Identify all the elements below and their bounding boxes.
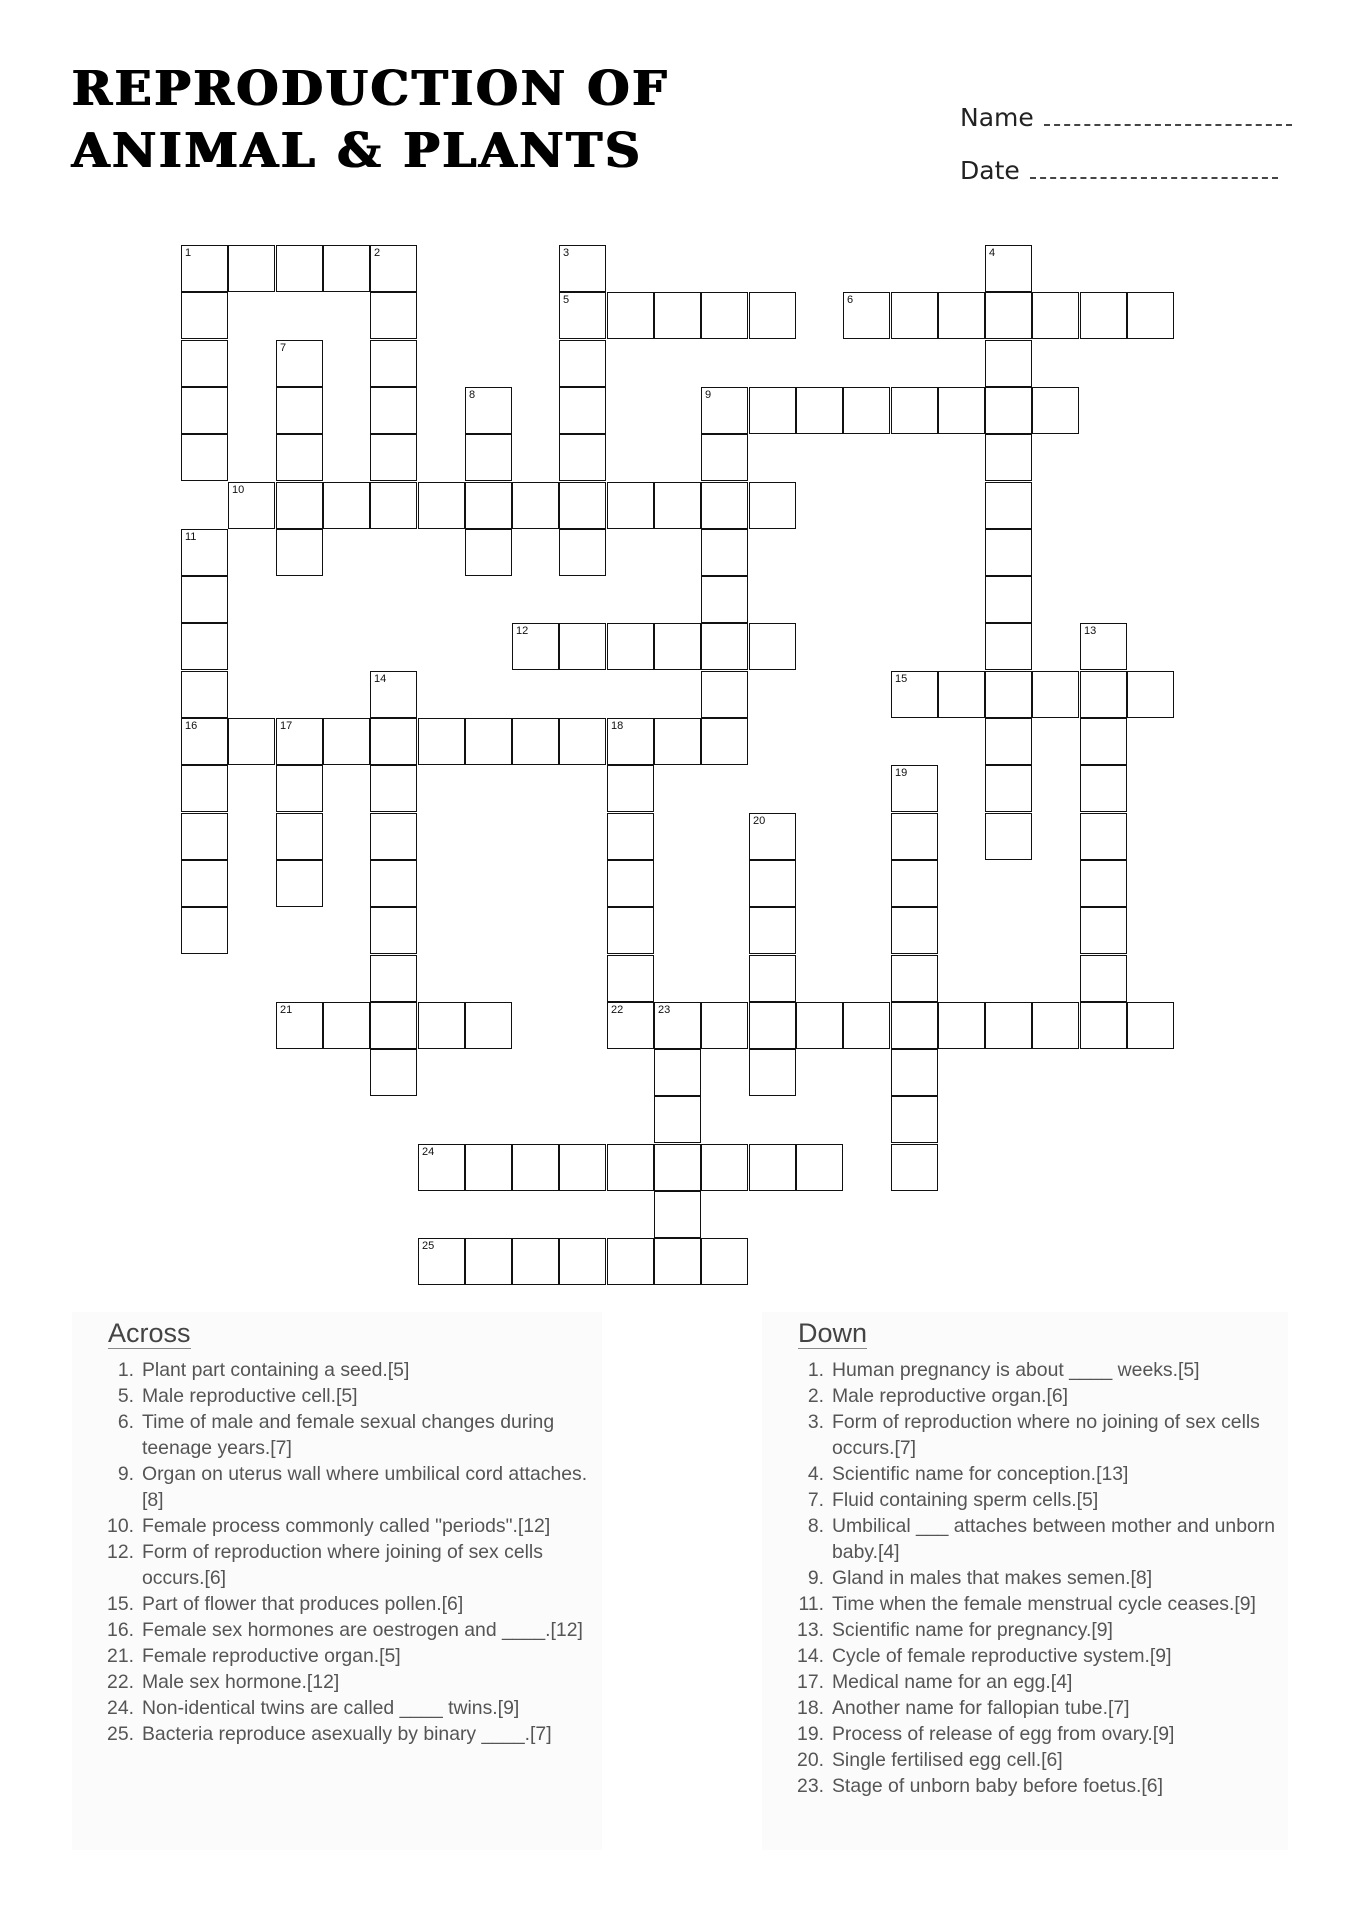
crossword-cell[interactable] bbox=[370, 718, 417, 765]
crossword-cell[interactable] bbox=[749, 292, 796, 339]
clue-text: Male reproductive organ.[6] bbox=[832, 1385, 1069, 1407]
crossword-cell[interactable] bbox=[985, 718, 1032, 765]
crossword-cell[interactable] bbox=[1032, 387, 1079, 434]
crossword-cell[interactable] bbox=[891, 671, 938, 718]
crossword-cell[interactable] bbox=[370, 765, 417, 812]
clue-text: Scientific name for conception.[13] bbox=[832, 1463, 1129, 1485]
crossword-cell[interactable] bbox=[701, 576, 748, 623]
crossword-cell[interactable] bbox=[323, 1002, 370, 1049]
crossword-cell[interactable] bbox=[891, 292, 938, 339]
crossword-cell[interactable] bbox=[654, 482, 701, 529]
crossword-cell[interactable] bbox=[276, 813, 323, 860]
crossword-cell[interactable] bbox=[370, 245, 417, 292]
clue-number-label: 21 bbox=[280, 1004, 293, 1016]
name-label: Name bbox=[960, 103, 1034, 132]
down-clues-panel bbox=[762, 1312, 1288, 1850]
across-clue-15 bbox=[72, 1591, 602, 1617]
across-clue-25 bbox=[72, 1721, 602, 1747]
clue-number-label: 24 bbox=[422, 1146, 435, 1158]
crossword-cell[interactable] bbox=[891, 387, 938, 434]
clue-number-label: 13 bbox=[1084, 625, 1097, 637]
across-clue-16 bbox=[72, 1617, 602, 1643]
crossword-cell[interactable] bbox=[370, 387, 417, 434]
across-clue-12 bbox=[72, 1539, 602, 1591]
crossword-cell[interactable] bbox=[1032, 292, 1079, 339]
crossword-cell[interactable] bbox=[465, 482, 512, 529]
crossword-cell[interactable] bbox=[654, 1191, 701, 1238]
clue-number: 4. bbox=[807, 1463, 824, 1485]
clue-number-label: 5 bbox=[563, 294, 570, 306]
down-clue-4 bbox=[762, 1461, 1288, 1487]
crossword-cell[interactable] bbox=[796, 1002, 843, 1049]
clue-number: 13. bbox=[797, 1619, 824, 1641]
crossword-cell[interactable] bbox=[181, 860, 228, 907]
crossword-cell[interactable] bbox=[985, 482, 1032, 529]
clue-text: Medical name for an egg.[4] bbox=[832, 1671, 1073, 1693]
clue-text: Another name for fallopian tube.[7] bbox=[832, 1697, 1130, 1719]
across-clue-10 bbox=[72, 1513, 602, 1539]
crossword-cell[interactable] bbox=[370, 813, 417, 860]
crossword-cell[interactable] bbox=[985, 292, 1032, 339]
clue-number: 10. bbox=[107, 1515, 134, 1537]
crossword-cell[interactable] bbox=[228, 718, 275, 765]
crossword-cell[interactable] bbox=[559, 434, 606, 481]
crossword-cell[interactable] bbox=[465, 1238, 512, 1285]
title-line-2: ANIMAL & PLANTS bbox=[72, 123, 643, 179]
crossword-cell[interactable] bbox=[607, 1144, 654, 1191]
crossword-cell[interactable] bbox=[370, 860, 417, 907]
crossword-cell[interactable] bbox=[701, 1144, 748, 1191]
clue-number: 5. bbox=[117, 1385, 134, 1407]
crossword-cell[interactable] bbox=[418, 718, 465, 765]
crossword-cell[interactable] bbox=[181, 907, 228, 954]
crossword-cell[interactable] bbox=[323, 245, 370, 292]
across-heading: Across bbox=[108, 1318, 191, 1348]
crossword-cell[interactable] bbox=[938, 387, 985, 434]
crossword-cell[interactable] bbox=[938, 1002, 985, 1049]
crossword-cell[interactable] bbox=[276, 1002, 323, 1049]
across-clue-24 bbox=[72, 1695, 602, 1721]
crossword-cell[interactable] bbox=[701, 1238, 748, 1285]
clue-number-label: 9 bbox=[705, 389, 712, 401]
clue-text: Male sex hormone.[12] bbox=[142, 1671, 340, 1693]
crossword-cell[interactable] bbox=[181, 765, 228, 812]
crossword-cell[interactable] bbox=[276, 387, 323, 434]
clue-number-label: 6 bbox=[847, 294, 854, 306]
crossword-cell[interactable] bbox=[891, 907, 938, 954]
clue-text: Plant part containing a seed.[5] bbox=[142, 1359, 410, 1381]
clue-number: 1. bbox=[117, 1359, 134, 1381]
crossword-cell[interactable] bbox=[701, 718, 748, 765]
clue-text: Time of male and female sexual changes during teenage years.[7] bbox=[142, 1411, 555, 1459]
crossword-cell[interactable] bbox=[985, 623, 1032, 670]
clue-number: 7. bbox=[807, 1489, 824, 1511]
crossword-cell[interactable] bbox=[891, 1002, 938, 1049]
crossword-cell[interactable] bbox=[607, 765, 654, 812]
crossword-cell[interactable] bbox=[559, 292, 606, 339]
clue-number-label: 3 bbox=[563, 247, 570, 259]
crossword-cell[interactable] bbox=[559, 1238, 606, 1285]
clue-number-label: 12 bbox=[516, 625, 529, 637]
clue-text: Non-identical twins are called ____ twins.[9] bbox=[142, 1697, 520, 1719]
clue-number: 15. bbox=[107, 1593, 134, 1615]
crossword-cell[interactable] bbox=[654, 718, 701, 765]
down-clue-7 bbox=[762, 1487, 1288, 1513]
crossword-cell[interactable] bbox=[181, 292, 228, 339]
crossword-cell[interactable] bbox=[607, 813, 654, 860]
down-clue-20 bbox=[762, 1747, 1288, 1773]
crossword-cell[interactable] bbox=[1080, 860, 1127, 907]
crossword-cell[interactable] bbox=[418, 1144, 465, 1191]
crossword-cell[interactable] bbox=[654, 292, 701, 339]
crossword-cell[interactable] bbox=[749, 623, 796, 670]
crossword-cell[interactable] bbox=[891, 813, 938, 860]
crossword-cell[interactable] bbox=[701, 292, 748, 339]
clue-number: 3. bbox=[807, 1411, 824, 1433]
crossword-cell[interactable] bbox=[749, 482, 796, 529]
clue-number: 17. bbox=[797, 1671, 824, 1693]
crossword-cell[interactable] bbox=[891, 1144, 938, 1191]
crossword-cell[interactable] bbox=[749, 1002, 796, 1049]
crossword-cell[interactable] bbox=[891, 1049, 938, 1096]
clue-text: Gland in males that makes semen.[8] bbox=[832, 1567, 1153, 1589]
crossword-cell[interactable] bbox=[985, 245, 1032, 292]
clue-number: 21. bbox=[107, 1645, 134, 1667]
clue-number: 18. bbox=[797, 1697, 824, 1719]
crossword-cell[interactable] bbox=[796, 387, 843, 434]
clue-number-label: 4 bbox=[989, 247, 996, 259]
clue-number: 9. bbox=[117, 1463, 134, 1485]
crossword-cell[interactable] bbox=[985, 1002, 1032, 1049]
crossword-cell[interactable] bbox=[843, 1002, 890, 1049]
crossword-cell[interactable] bbox=[370, 1049, 417, 1096]
down-clue-list bbox=[762, 1357, 1288, 1799]
crossword-cell[interactable] bbox=[181, 340, 228, 387]
crossword-cell[interactable] bbox=[559, 340, 606, 387]
clue-number: 20. bbox=[797, 1749, 824, 1771]
crossword-cell[interactable] bbox=[938, 671, 985, 718]
crossword-cell[interactable] bbox=[181, 529, 228, 576]
across-clue-6 bbox=[72, 1409, 602, 1461]
clue-text: Time when the female menstrual cycle ceases.[9] bbox=[832, 1593, 1256, 1615]
crossword-cell[interactable] bbox=[512, 1238, 559, 1285]
crossword-cell[interactable] bbox=[181, 576, 228, 623]
across-clue-22 bbox=[72, 1669, 602, 1695]
clue-text: Scientific name for pregnancy.[9] bbox=[832, 1619, 1113, 1641]
crossword-cell[interactable] bbox=[1080, 292, 1127, 339]
clue-text: Organ on uterus wall where umbilical cord attaches.[8] bbox=[142, 1463, 588, 1511]
crossword-cell[interactable] bbox=[891, 1096, 938, 1143]
crossword-cell[interactable] bbox=[607, 482, 654, 529]
across-clue-21 bbox=[72, 1643, 602, 1669]
crossword-cell[interactable] bbox=[228, 482, 275, 529]
clue-text: Male reproductive cell.[5] bbox=[142, 1385, 358, 1407]
crossword-cell[interactable] bbox=[370, 482, 417, 529]
crossword-cell[interactable] bbox=[559, 718, 606, 765]
crossword-cell[interactable] bbox=[749, 860, 796, 907]
crossword-cell[interactable] bbox=[512, 482, 559, 529]
crossword-cell[interactable] bbox=[607, 907, 654, 954]
crossword-cell[interactable] bbox=[276, 529, 323, 576]
crossword-cell[interactable] bbox=[370, 292, 417, 339]
crossword-cell[interactable] bbox=[607, 955, 654, 1002]
crossword-cell[interactable] bbox=[701, 1002, 748, 1049]
clue-text: Bacteria reproduce asexually by binary ____.[7] bbox=[142, 1723, 552, 1745]
crossword-cell[interactable] bbox=[654, 623, 701, 670]
crossword-cell[interactable] bbox=[985, 387, 1032, 434]
crossword-cell[interactable] bbox=[701, 387, 748, 434]
clue-text: Female reproductive organ.[5] bbox=[142, 1645, 401, 1667]
crossword-cell[interactable] bbox=[749, 955, 796, 1002]
clue-number: 22. bbox=[107, 1671, 134, 1693]
crossword-cell[interactable] bbox=[181, 387, 228, 434]
clue-number: 23. bbox=[797, 1775, 824, 1797]
crossword-cell[interactable] bbox=[701, 529, 748, 576]
clue-number-label: 16 bbox=[185, 720, 198, 732]
clue-number-label: 1 bbox=[185, 247, 192, 259]
crossword-cell[interactable] bbox=[418, 1002, 465, 1049]
crossword-cell[interactable] bbox=[1080, 1002, 1127, 1049]
crossword-cell[interactable] bbox=[985, 340, 1032, 387]
crossword-cell[interactable] bbox=[276, 860, 323, 907]
crossword-cell[interactable] bbox=[654, 1238, 701, 1285]
down-clue-13 bbox=[762, 1617, 1288, 1643]
clue-number: 9. bbox=[807, 1567, 824, 1589]
crossword-cell[interactable] bbox=[418, 482, 465, 529]
crossword-cell[interactable] bbox=[1032, 1002, 1079, 1049]
clue-number-label: 2 bbox=[374, 247, 381, 259]
clue-number: 12. bbox=[107, 1541, 134, 1563]
clue-number-label: 8 bbox=[469, 389, 476, 401]
crossword-cell[interactable] bbox=[276, 245, 323, 292]
clue-text: Umbilical ___ attaches between mother and unborn baby.[4] bbox=[832, 1515, 1276, 1563]
crossword-cell[interactable] bbox=[276, 482, 323, 529]
crossword-cell[interactable] bbox=[559, 1144, 606, 1191]
clue-text: Cycle of female reproductive system.[9] bbox=[832, 1645, 1172, 1667]
clue-text: Form of reproduction where joining of sex cells occurs.[6] bbox=[142, 1541, 543, 1589]
crossword-cell[interactable] bbox=[1127, 292, 1174, 339]
crossword-cell[interactable] bbox=[559, 245, 606, 292]
across-clue-1 bbox=[72, 1357, 602, 1383]
crossword-cell[interactable] bbox=[559, 623, 606, 670]
crossword-cell[interactable] bbox=[749, 1049, 796, 1096]
across-clue-list bbox=[72, 1357, 602, 1747]
title-line-1: REPRODUCTION OF bbox=[72, 61, 670, 117]
crossword-cell[interactable] bbox=[1032, 671, 1079, 718]
down-clue-19 bbox=[762, 1721, 1288, 1747]
crossword-cell[interactable] bbox=[323, 482, 370, 529]
crossword-cell[interactable] bbox=[181, 671, 228, 718]
crossword-cell[interactable] bbox=[1080, 765, 1127, 812]
clue-number-label: 7 bbox=[280, 342, 287, 354]
clue-number-label: 14 bbox=[374, 673, 387, 685]
crossword-cell[interactable] bbox=[654, 1144, 701, 1191]
crossword-cell[interactable] bbox=[749, 907, 796, 954]
down-clue-1 bbox=[762, 1357, 1288, 1383]
down-clue-9 bbox=[762, 1565, 1288, 1591]
crossword-cell[interactable] bbox=[465, 529, 512, 576]
clue-number-label: 17 bbox=[280, 720, 293, 732]
clue-text: Single fertilised egg cell.[6] bbox=[832, 1749, 1063, 1771]
clue-text: Female process commonly called "periods".[12] bbox=[142, 1515, 551, 1537]
crossword-cell[interactable] bbox=[181, 813, 228, 860]
crossword-cell[interactable] bbox=[465, 434, 512, 481]
crossword-cell[interactable] bbox=[559, 387, 606, 434]
crossword-cell[interactable] bbox=[512, 1144, 559, 1191]
crossword-cell[interactable] bbox=[465, 1144, 512, 1191]
clue-number: 6. bbox=[117, 1411, 134, 1433]
crossword-cell[interactable] bbox=[607, 292, 654, 339]
crossword-cell[interactable] bbox=[418, 1238, 465, 1285]
clue-number: 8. bbox=[807, 1515, 824, 1537]
clue-number-label: 25 bbox=[422, 1240, 435, 1252]
crossword-cell[interactable] bbox=[843, 387, 890, 434]
crossword-cell[interactable] bbox=[607, 1238, 654, 1285]
down-clue-17 bbox=[762, 1669, 1288, 1695]
clue-number: 2. bbox=[807, 1385, 824, 1407]
down-clue-2 bbox=[762, 1383, 1288, 1409]
down-clue-23 bbox=[762, 1773, 1288, 1799]
crossword-cell[interactable] bbox=[1080, 813, 1127, 860]
clue-text: Process of release of egg from ovary.[9] bbox=[832, 1723, 1175, 1745]
down-clue-18 bbox=[762, 1695, 1288, 1721]
clue-number: 11. bbox=[798, 1593, 824, 1615]
crossword-cell[interactable] bbox=[276, 434, 323, 481]
clue-number: 25. bbox=[107, 1723, 134, 1745]
crossword-cell[interactable] bbox=[370, 671, 417, 718]
crossword-cell[interactable] bbox=[181, 718, 228, 765]
crossword-cell[interactable] bbox=[228, 245, 275, 292]
down-clue-8 bbox=[762, 1513, 1288, 1565]
crossword-cell[interactable] bbox=[607, 860, 654, 907]
clue-number-label: 11 bbox=[185, 531, 197, 543]
crossword-cell[interactable] bbox=[370, 1002, 417, 1049]
clue-number-label: 19 bbox=[895, 767, 908, 779]
crossword-cell[interactable] bbox=[465, 718, 512, 765]
crossword-cell[interactable] bbox=[559, 482, 606, 529]
clue-number-label: 10 bbox=[232, 484, 245, 496]
crossword-cell[interactable] bbox=[891, 955, 938, 1002]
crossword-cell[interactable] bbox=[985, 529, 1032, 576]
clue-number-label: 22 bbox=[611, 1004, 624, 1016]
crossword-cell[interactable] bbox=[181, 434, 228, 481]
crossword-cell[interactable] bbox=[891, 765, 938, 812]
crossword-cell[interactable] bbox=[1127, 671, 1174, 718]
crossword-cell[interactable] bbox=[276, 765, 323, 812]
crossword-cell[interactable] bbox=[985, 434, 1032, 481]
crossword-cell[interactable] bbox=[1127, 1002, 1174, 1049]
crossword-cell[interactable] bbox=[891, 860, 938, 907]
crossword-cell[interactable] bbox=[370, 907, 417, 954]
crossword-cell[interactable] bbox=[701, 671, 748, 718]
date-label: Date bbox=[960, 156, 1020, 185]
crossword-cell[interactable] bbox=[796, 1144, 843, 1191]
clue-number: 16. bbox=[107, 1619, 134, 1641]
down-clue-11 bbox=[762, 1591, 1288, 1617]
crossword-cell[interactable] bbox=[559, 529, 606, 576]
crossword-cell[interactable] bbox=[181, 245, 228, 292]
crossword-cell[interactable] bbox=[654, 1096, 701, 1143]
crossword-cell[interactable] bbox=[1080, 671, 1127, 718]
clue-text: Part of flower that produces pollen.[6] bbox=[142, 1593, 464, 1615]
clue-number: 14. bbox=[797, 1645, 824, 1667]
crossword-cell[interactable] bbox=[512, 623, 559, 670]
crossword-cell[interactable] bbox=[654, 1049, 701, 1096]
crossword-cell[interactable] bbox=[607, 623, 654, 670]
across-clue-5 bbox=[72, 1383, 602, 1409]
crossword-cell[interactable] bbox=[985, 576, 1032, 623]
crossword-cell[interactable] bbox=[749, 813, 796, 860]
crossword-cell[interactable] bbox=[985, 765, 1032, 812]
down-clue-3 bbox=[762, 1409, 1288, 1461]
clue-number-label: 15 bbox=[895, 673, 908, 685]
clue-text: Form of reproduction where no joining of sex cells occurs.[7] bbox=[832, 1411, 1260, 1459]
crossword-cell[interactable] bbox=[1080, 623, 1127, 670]
crossword-cell[interactable] bbox=[843, 292, 890, 339]
crossword-cell[interactable] bbox=[938, 292, 985, 339]
crossword-cell[interactable] bbox=[985, 671, 1032, 718]
crossword-cell[interactable] bbox=[701, 482, 748, 529]
down-clue-14 bbox=[762, 1643, 1288, 1669]
crossword-cell[interactable] bbox=[1080, 718, 1127, 765]
clue-number-label: 18 bbox=[611, 720, 624, 732]
crossword-cell[interactable] bbox=[276, 718, 323, 765]
crossword-cell[interactable] bbox=[276, 340, 323, 387]
crossword-cell[interactable] bbox=[370, 340, 417, 387]
clue-text: Female sex hormones are oestrogen and ____.[12] bbox=[142, 1619, 583, 1641]
across-clues-panel bbox=[72, 1312, 602, 1850]
crossword-cell[interactable] bbox=[749, 1144, 796, 1191]
crossword-cell[interactable] bbox=[323, 718, 370, 765]
clue-text: Fluid containing sperm cells.[5] bbox=[832, 1489, 1099, 1511]
clue-number-label: 20 bbox=[753, 815, 766, 827]
crossword-cell[interactable] bbox=[1080, 907, 1127, 954]
down-heading: Down bbox=[798, 1318, 868, 1348]
crossword-cell[interactable] bbox=[465, 1002, 512, 1049]
crossword-cell[interactable] bbox=[701, 623, 748, 670]
clue-number-label: 23 bbox=[658, 1004, 671, 1016]
crossword-cell[interactable] bbox=[370, 434, 417, 481]
crossword-cell[interactable] bbox=[654, 1002, 701, 1049]
clue-number: 24. bbox=[107, 1697, 134, 1719]
crossword-cell[interactable] bbox=[607, 1002, 654, 1049]
crossword-cell[interactable] bbox=[749, 387, 796, 434]
crossword-cell[interactable] bbox=[985, 813, 1032, 860]
crossword-cell[interactable] bbox=[370, 955, 417, 1002]
crossword-cell[interactable] bbox=[512, 718, 559, 765]
crossword-cell[interactable] bbox=[701, 434, 748, 481]
clue-text: Human pregnancy is about ____ weeks.[5] bbox=[832, 1359, 1200, 1381]
across-clue-9 bbox=[72, 1461, 602, 1513]
crossword-cell[interactable] bbox=[181, 623, 228, 670]
clue-number: 1. bbox=[807, 1359, 824, 1381]
clue-number: 19. bbox=[797, 1723, 824, 1745]
crossword-cell[interactable] bbox=[607, 718, 654, 765]
crossword-cell[interactable] bbox=[465, 387, 512, 434]
clue-text: Stage of unborn baby before foetus.[6] bbox=[832, 1775, 1163, 1797]
crossword-cell[interactable] bbox=[1080, 955, 1127, 1002]
